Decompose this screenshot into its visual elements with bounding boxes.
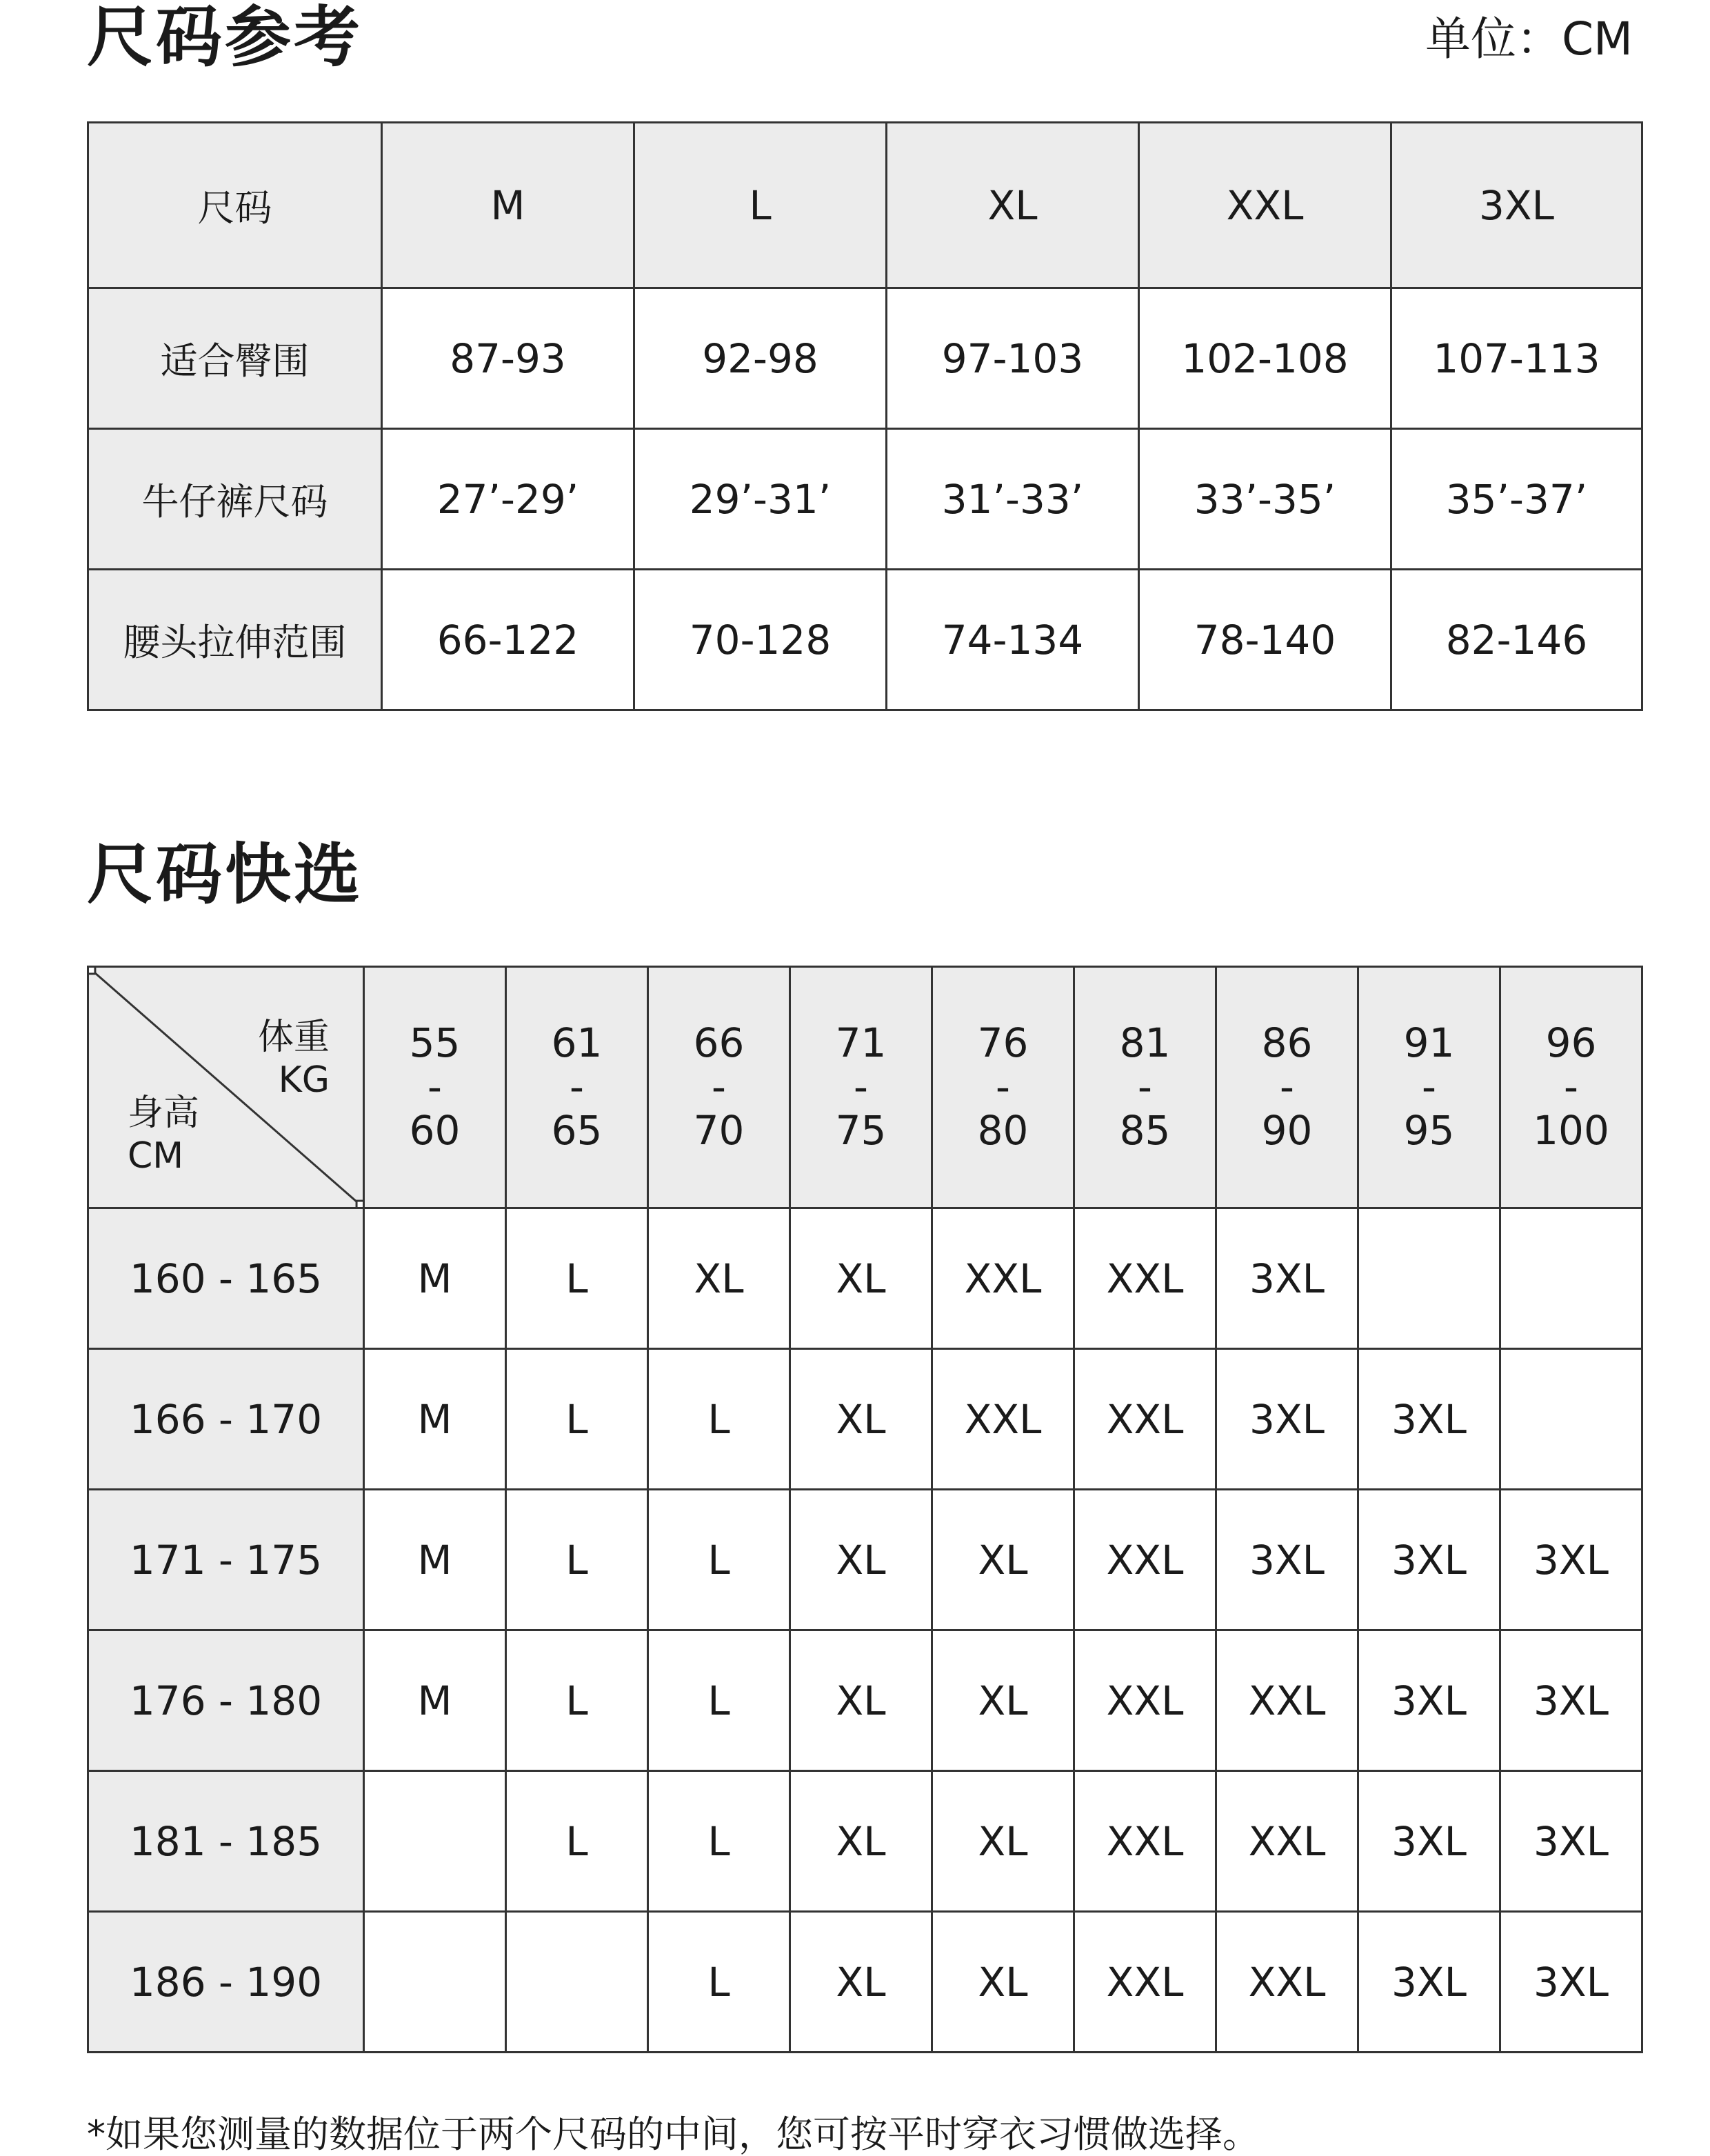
table-cell: 70-128: [634, 570, 887, 710]
height-range-cell: 160 - 165: [88, 1208, 364, 1349]
size-cell: 3XL: [1358, 1630, 1500, 1771]
footnote: *如果您测量的数据位于两个尺码的中间，您可按平时穿衣习惯做选择。: [87, 2113, 1260, 2156]
table-cell: 66-122: [382, 570, 634, 710]
size-cell: XXL: [1074, 1630, 1216, 1771]
table-cell: 82-146: [1391, 570, 1642, 710]
weight-label: 体重: [257, 1017, 330, 1058]
height-range-cell: 166 - 170: [88, 1349, 364, 1490]
size-cell: XL: [932, 1771, 1074, 1912]
weight-header-cell: 71 - 75: [790, 967, 932, 1208]
table-cell: 29’-31’: [634, 429, 887, 570]
weight-unit: KG: [278, 1059, 330, 1101]
size-cell: L: [648, 1912, 790, 2053]
weight-axis-label: [258, 1016, 330, 1102]
weight-header-row: [88, 967, 1642, 1208]
size-cell: 3XL: [1216, 1208, 1358, 1349]
unit-label: 单位：CM: [1425, 12, 1633, 66]
table-cell: 92-98: [634, 288, 887, 429]
size-header-row: [88, 123, 1642, 288]
size-cell: 3XL: [1500, 1490, 1642, 1630]
size-reference-title: 尺码参考: [87, 0, 363, 76]
table-cell: 74-134: [887, 570, 1139, 710]
table-row: [88, 570, 1642, 710]
size-cell: 3XL: [1500, 1630, 1642, 1771]
size-cell: 3XL: [1216, 1490, 1358, 1630]
size-header-cell: XL: [887, 123, 1139, 288]
size-cell: [1358, 1208, 1500, 1349]
size-cell: XXL: [1074, 1349, 1216, 1490]
size-cell: XL: [932, 1912, 1074, 2053]
size-cell: XL: [932, 1490, 1074, 1630]
table-row: [88, 1771, 1642, 1912]
size-cell: XXL: [1216, 1771, 1358, 1912]
weight-header-cell: 66 - 70: [648, 967, 790, 1208]
size-cell: L: [648, 1349, 790, 1490]
size-header-cell: XXL: [1139, 123, 1391, 288]
weight-header-cell: 55 - 60: [364, 967, 506, 1208]
size-cell: 3XL: [1500, 1771, 1642, 1912]
table-row: [88, 1912, 1642, 2053]
weight-header-cell: 76 - 80: [932, 967, 1074, 1208]
size-cell: XL: [790, 1490, 932, 1630]
size-cell: 3XL: [1216, 1349, 1358, 1490]
size-cell: XXL: [932, 1208, 1074, 1349]
size-cell: XL: [648, 1208, 790, 1349]
size-cell: 3XL: [1358, 1912, 1500, 2053]
table-row: [88, 1630, 1642, 1771]
size-cell: XXL: [1216, 1912, 1358, 2053]
height-range-cell: 181 - 185: [88, 1771, 364, 1912]
table-cell: 33’-35’: [1139, 429, 1391, 570]
size-cell: L: [506, 1771, 648, 1912]
size-header-label: 尺码: [88, 123, 382, 288]
table-cell: 35’-37’: [1391, 429, 1642, 570]
size-cell: XXL: [1074, 1771, 1216, 1912]
size-reference-table: [87, 121, 1643, 711]
table-row: [88, 288, 1642, 429]
size-header-cell: 3XL: [1391, 123, 1642, 288]
size-cell: [364, 1912, 506, 2053]
table-cell: 97-103: [887, 288, 1139, 429]
weight-header-cell: 61 - 65: [506, 967, 648, 1208]
table-cell: 27’-29’: [382, 429, 634, 570]
table-cell: 107-113: [1391, 288, 1642, 429]
weight-header-cell: 96 - 100: [1500, 967, 1642, 1208]
size-cell: L: [506, 1490, 648, 1630]
size-cell: L: [648, 1490, 790, 1630]
corner-cell: [88, 967, 364, 1208]
table-cell: 78-140: [1139, 570, 1391, 710]
size-cell: L: [506, 1208, 648, 1349]
size-cell: M: [364, 1630, 506, 1771]
quick-select-title: 尺码快选: [87, 836, 363, 913]
table-cell: 31’-33’: [887, 429, 1139, 570]
table-row: [88, 1490, 1642, 1630]
size-cell: XL: [790, 1771, 932, 1912]
row-label: 适合臀围: [88, 288, 382, 429]
table-cell: 102-108: [1139, 288, 1391, 429]
size-cell: M: [364, 1208, 506, 1349]
height-label: 身高: [128, 1092, 200, 1134]
size-cell: XXL: [1074, 1208, 1216, 1349]
table-cell: 87-93: [382, 288, 634, 429]
height-axis-label: [128, 1092, 199, 1178]
weight-header-cell: 91 - 95: [1358, 967, 1500, 1208]
size-cell: XXL: [932, 1349, 1074, 1490]
row-label: 腰头拉伸范围: [88, 570, 382, 710]
height-range-cell: 171 - 175: [88, 1490, 364, 1630]
size-cell: 3XL: [1358, 1490, 1500, 1630]
size-header-cell: M: [382, 123, 634, 288]
height-unit: CM: [128, 1135, 184, 1177]
weight-header-cell: 81 - 85: [1074, 967, 1216, 1208]
size-cell: [1500, 1349, 1642, 1490]
height-range-cell: 186 - 190: [88, 1912, 364, 2053]
size-cell: 3XL: [1358, 1349, 1500, 1490]
size-cell: M: [364, 1349, 506, 1490]
table-row: [88, 1208, 1642, 1349]
size-cell: XL: [790, 1912, 932, 2053]
size-cell: L: [648, 1630, 790, 1771]
table-row: [88, 429, 1642, 570]
table-row: [88, 1349, 1642, 1490]
size-cell: L: [648, 1771, 790, 1912]
size-cell: XXL: [1074, 1912, 1216, 2053]
size-cell: L: [506, 1630, 648, 1771]
size-cell: XL: [790, 1208, 932, 1349]
quick-select-table: [87, 966, 1643, 2053]
row-label: 牛仔裤尺码: [88, 429, 382, 570]
size-cell: XL: [932, 1630, 1074, 1771]
size-cell: XL: [790, 1349, 932, 1490]
weight-header-cell: 86 - 90: [1216, 967, 1358, 1208]
size-cell: [1500, 1208, 1642, 1349]
size-cell: 3XL: [1500, 1912, 1642, 2053]
size-cell: M: [364, 1490, 506, 1630]
height-range-cell: 176 - 180: [88, 1630, 364, 1771]
size-cell: [364, 1771, 506, 1912]
size-cell: L: [506, 1349, 648, 1490]
size-cell: XXL: [1216, 1630, 1358, 1771]
size-header-cell: L: [634, 123, 887, 288]
size-cell: [506, 1912, 648, 2053]
size-cell: XL: [790, 1630, 932, 1771]
size-cell: 3XL: [1358, 1771, 1500, 1912]
size-cell: XXL: [1074, 1490, 1216, 1630]
